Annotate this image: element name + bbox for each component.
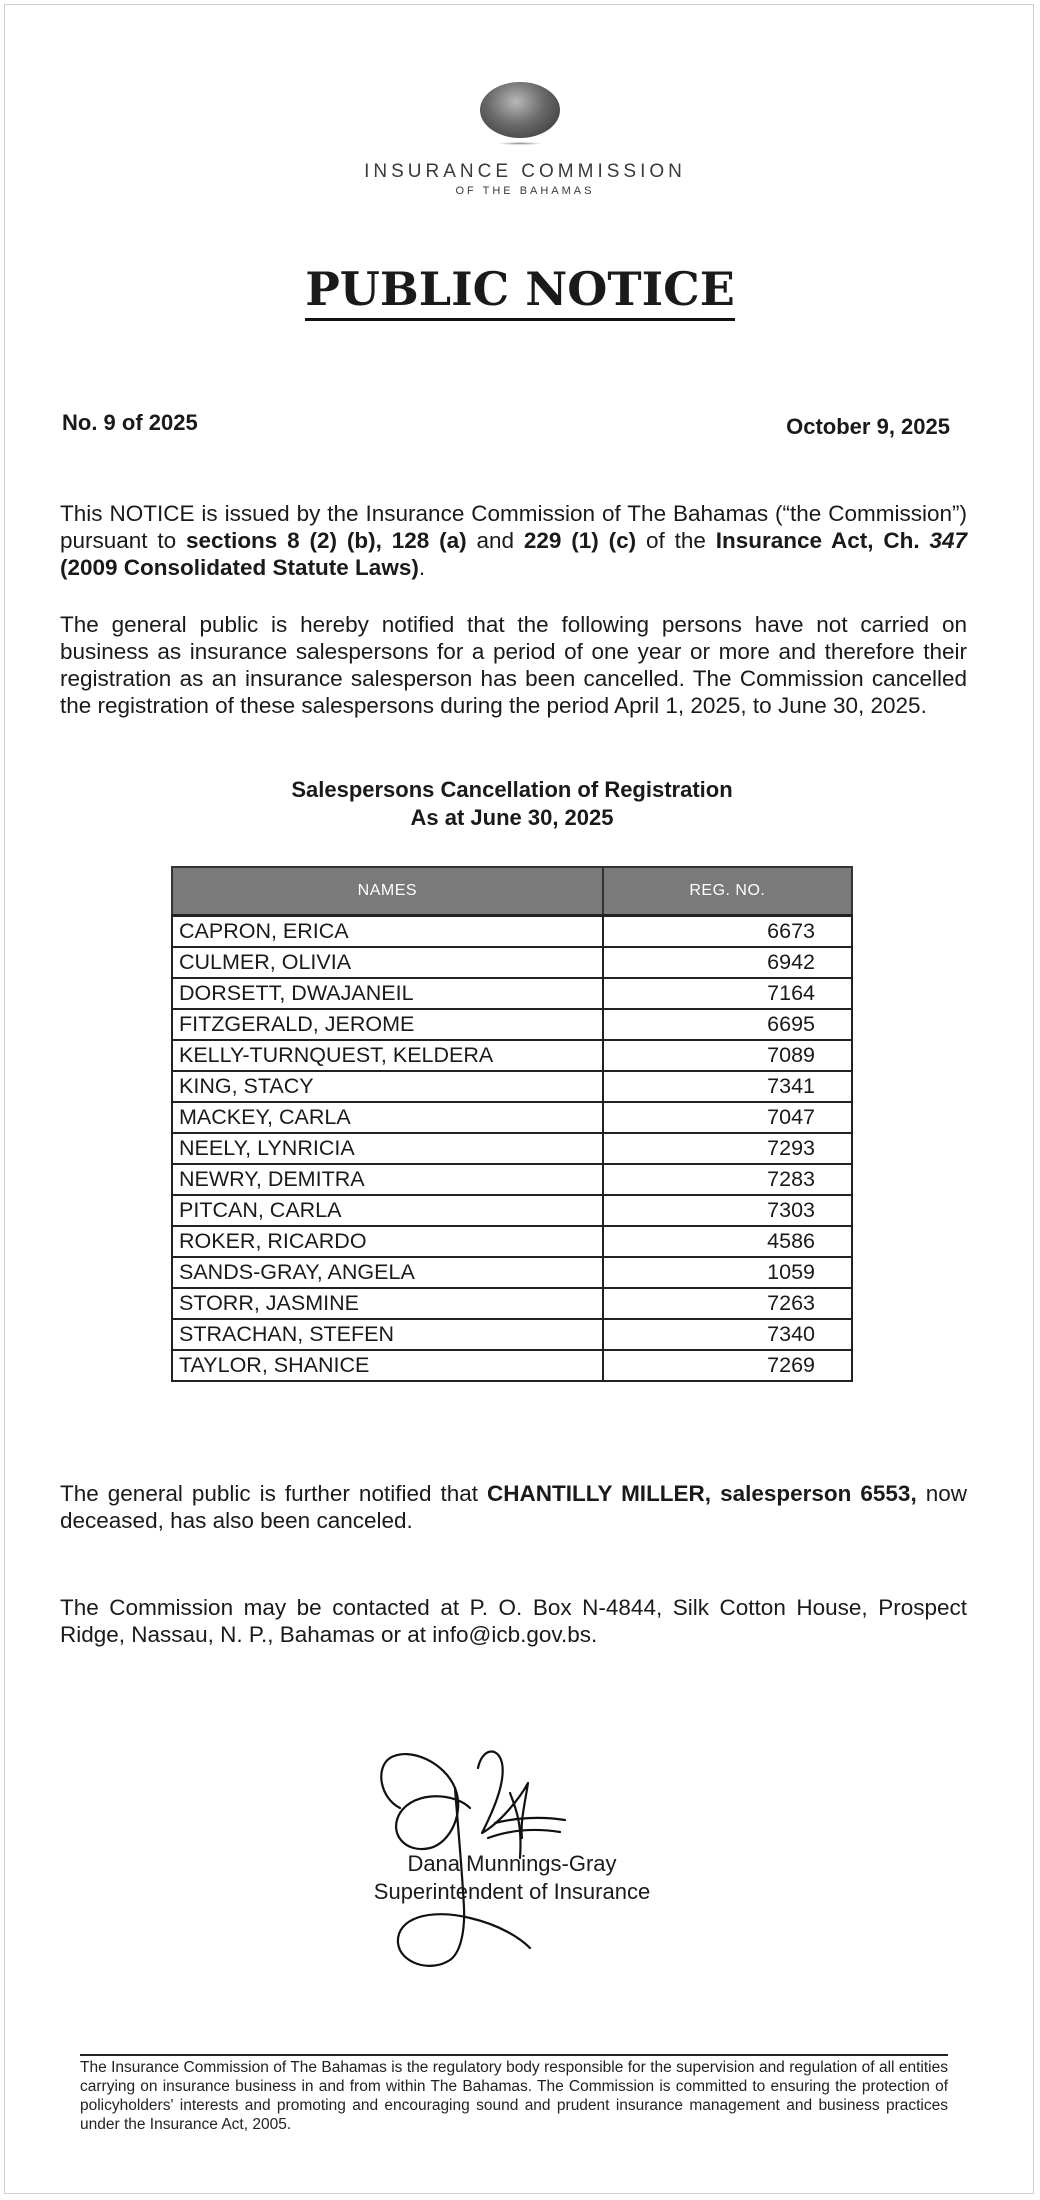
cancellation-paragraph: The general public is hereby notified that the following persons have not carried on business as insurance salespersons for a period of one year or more and therefore their registration as an insurance salesperson has been cancelled. The Commission cancelled the registration of these salespersons during the period April 1, 2025, to June 30, 2025.: [60, 612, 967, 718]
logo-orb-icon: [480, 82, 560, 138]
salesperson-name: KING, STACY: [172, 1071, 603, 1102]
contact-paragraph: The Commission may be contacted at P. O. Box N-4844, Silk Cotton House, Prospect Ridge, Nassau, N. P., Bahamas or at info@icb.gov.bs.: [60, 1595, 967, 1647]
table-row: [172, 1226, 852, 1257]
salesperson-name: DORSETT, DWAJANEIL: [172, 978, 603, 1009]
table-title-line1: Salespersons Cancellation of Registration: [291, 777, 733, 802]
table-row: [172, 1164, 852, 1195]
table-row: [172, 1319, 852, 1350]
intro-paragraph: [60, 500, 967, 581]
table-title: [0, 776, 1024, 832]
intro-sections-a: sections 8 (2) (b), 128 (a): [186, 528, 467, 553]
registration-number: 7340: [603, 1319, 852, 1350]
cancellation-table: [171, 866, 853, 1382]
salesperson-name: SANDS-GRAY, ANGELA: [172, 1257, 603, 1288]
salesperson-name: TAYLOR, SHANICE: [172, 1350, 603, 1381]
page-title: [0, 262, 1040, 316]
registration-number: 7047: [603, 1102, 852, 1133]
deceased-text-2: now deceased, has also been canceled.: [60, 1481, 967, 1533]
table-row: [172, 978, 852, 1009]
table-row: [172, 1102, 852, 1133]
logo-shadow: [497, 142, 543, 145]
table-row: [172, 1288, 852, 1319]
registration-number: 4586: [603, 1226, 852, 1257]
intro-end: .: [418, 555, 426, 580]
registration-number: 7303: [603, 1195, 852, 1226]
deceased-name: CHANTILLY MILLER, salesperson 6553,: [487, 1481, 917, 1506]
table-row: [172, 1040, 852, 1071]
table-row: [172, 1071, 852, 1102]
salesperson-name: NEELY, LYNRICIA: [172, 1133, 603, 1164]
table-header-row: [172, 867, 852, 916]
table-row: [172, 1133, 852, 1164]
registration-number: 7089: [603, 1040, 852, 1071]
registration-number: 6695: [603, 1009, 852, 1040]
registration-number: 1059: [603, 1257, 852, 1288]
registration-number: 7283: [603, 1164, 852, 1195]
intro-text-2: of the: [636, 528, 716, 553]
table-row: [172, 1350, 852, 1381]
salesperson-name: STRACHAN, STEFEN: [172, 1319, 603, 1350]
table-body: [172, 916, 852, 1382]
deceased-text-1: The general public is further notified that: [60, 1481, 488, 1506]
intro-sections-b: 229 (1) (c): [523, 528, 637, 553]
salesperson-name: NEWRY, DEMITRA: [172, 1164, 603, 1195]
salesperson-name: PITCAN, CARLA: [172, 1195, 603, 1226]
footer-divider: [80, 2054, 948, 2056]
table-row: [172, 1195, 852, 1226]
commission-logo: [0, 82, 1040, 197]
intro-text-1: This NOTICE is issued by the Insurance Commission of The Bahamas (“the Commission”) pursuant to: [60, 501, 967, 553]
registration-number: 7263: [603, 1288, 852, 1319]
signatory-name: Dana Munnings-Gray: [407, 1851, 617, 1876]
registration-number: 6942: [603, 947, 852, 978]
notice-number: No. 9 of 2025: [62, 410, 198, 435]
salesperson-name: CAPRON, ERICA: [172, 916, 603, 948]
salesperson-name: ROKER, RICARDO: [172, 1226, 603, 1257]
org-subtitle: OF THE BAHAMAS: [455, 185, 595, 197]
registration-number: 7164: [603, 978, 852, 1009]
registration-number: 7293: [603, 1133, 852, 1164]
deceased-paragraph: [60, 1480, 967, 1534]
org-name: INSURANCE COMMISSION: [364, 161, 686, 182]
intro-act-name: Insurance Act, Ch.: [715, 528, 930, 553]
intro-act-chapter: 347: [929, 528, 968, 553]
table-row: [172, 916, 852, 948]
salesperson-name: STORR, JASMINE: [172, 1288, 603, 1319]
intro-act-consol: (2009 Consolidated Statute Laws): [60, 555, 419, 580]
table-row: [172, 947, 852, 978]
registration-number: 7341: [603, 1071, 852, 1102]
page-title-text: PUBLIC NOTICE: [305, 262, 735, 321]
salesperson-name: CULMER, OLIVIA: [172, 947, 603, 978]
table-row: [172, 1257, 852, 1288]
salesperson-name: KELLY-TURNQUEST, KELDERA: [172, 1040, 603, 1071]
table-row: [172, 1009, 852, 1040]
table-title-line2: As at June 30, 2025: [410, 805, 614, 830]
signatory-block: [0, 1850, 1024, 1906]
salesperson-name: FITZGERALD, JEROME: [172, 1009, 603, 1040]
notice-date: October 9, 2025: [786, 414, 950, 439]
footer-text: The Insurance Commission of The Bahamas is the regulatory body responsible for the supervision and regulation of all entities carrying on insurance business in and from within The Bahamas. The Commission is committed to ensuring the protection of policyholders' interests and promoting and encouraging sound and prudent insurance management and business practices under the Insurance Act, 2005.: [80, 2059, 948, 2133]
salesperson-name: MACKEY, CARLA: [172, 1102, 603, 1133]
names-column-header: NAMES: [172, 867, 603, 916]
signatory-title: Superintendent of Insurance: [373, 1879, 651, 1904]
registration-number: 6673: [603, 916, 852, 948]
reg-no-column-header: REG. NO.: [603, 867, 852, 916]
registration-number: 7269: [603, 1350, 852, 1381]
intro-and: and: [466, 528, 524, 553]
